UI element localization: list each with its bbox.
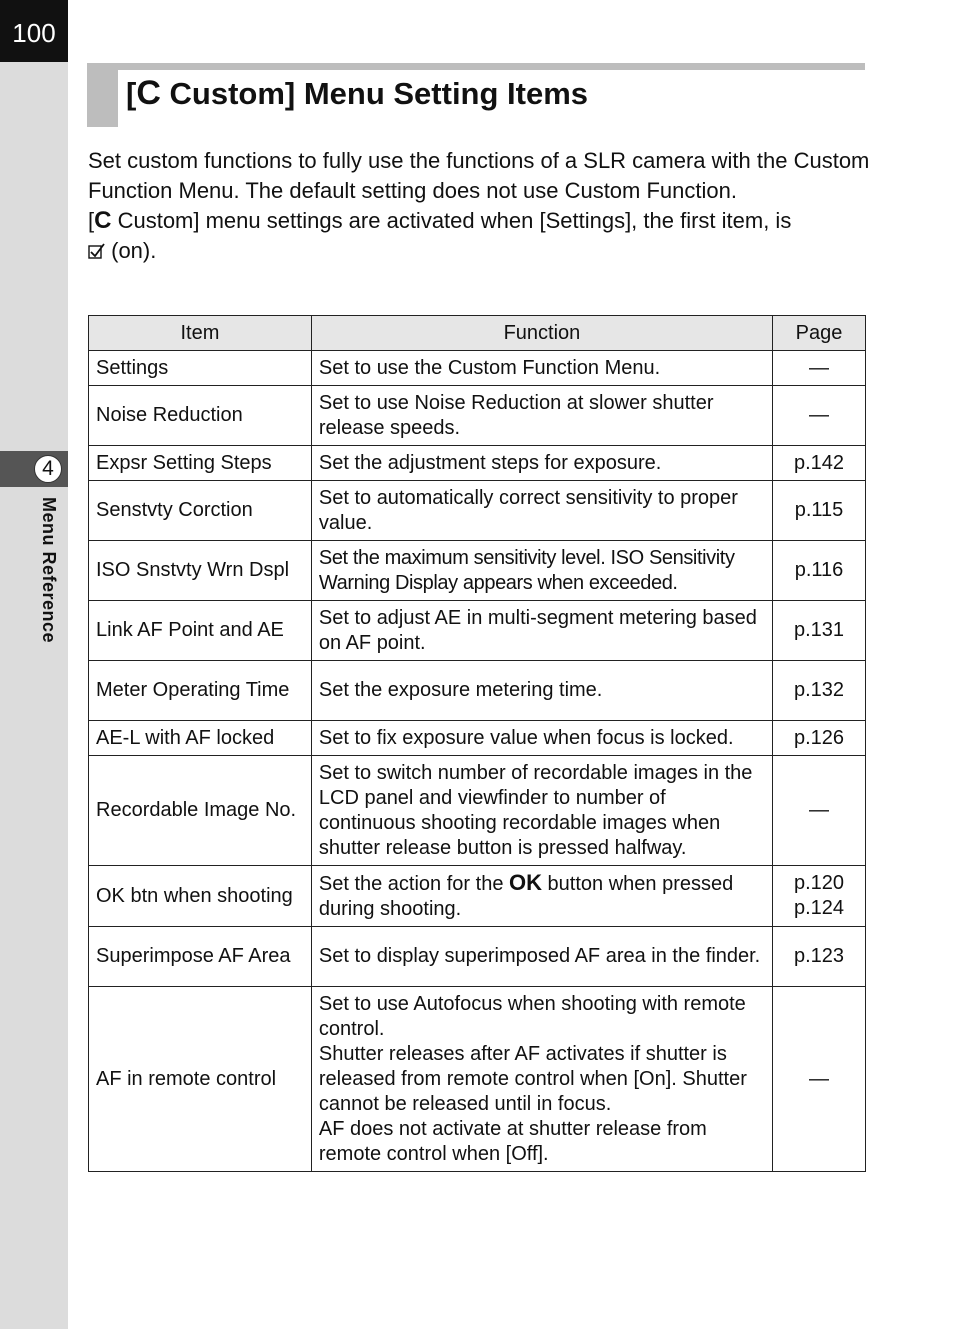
table-row	[89, 541, 866, 601]
page-title: [C Custom] Menu Setting Items	[126, 74, 589, 112]
title-marker	[87, 63, 118, 127]
table-row	[89, 351, 866, 386]
row-item: Senstvty Corction	[89, 481, 312, 541]
ok-button-icon: OK	[509, 870, 542, 895]
row-page: —	[772, 987, 865, 1172]
row-page: p.123	[772, 927, 865, 987]
chapter-label: Menu Reference	[39, 497, 59, 644]
row-page: p.131	[772, 601, 865, 661]
row-function: Set the action for the OK button when pressed during shooting.	[311, 866, 772, 927]
table-row	[89, 446, 866, 481]
row-item: OK btn when shooting	[89, 866, 312, 927]
custom-menu-icon: C	[136, 74, 161, 112]
table-row	[89, 601, 866, 661]
row-function: Set to display superimposed AF area in the finder.	[311, 927, 772, 987]
table-row	[89, 386, 866, 446]
header-page: Page	[772, 316, 865, 351]
row-function: Set to switch number of recordable images in the LCD panel and viewfinder to number of continuous shooting recordable images when shutter release button is pressed halfway.	[311, 756, 772, 866]
row-item: Expsr Setting Steps	[89, 446, 312, 481]
header-function: Function	[311, 316, 772, 351]
table-row	[89, 927, 866, 987]
row-page: —	[772, 351, 865, 386]
row-function: Set to automatically correct sensitivity to proper value.	[311, 481, 772, 541]
row-function: Set the maximum sensitivity level. ISO Sensitivity Warning Display appears when exceeded.	[311, 541, 772, 601]
row-item: Noise Reduction	[89, 386, 312, 446]
row-item: Settings	[89, 351, 312, 386]
row-item: AE-L with AF locked	[89, 721, 312, 756]
row-page: p.126	[772, 721, 865, 756]
row-item: Recordable Image No.	[89, 756, 312, 866]
row-function: Set to use the Custom Function Menu.	[311, 351, 772, 386]
custom-menu-table	[88, 315, 866, 1172]
row-item: Link AF Point and AE	[89, 601, 312, 661]
intro-text	[88, 146, 878, 266]
table-row	[89, 756, 866, 866]
row-page: p.116	[772, 541, 865, 601]
row-function: Set the exposure metering time.	[311, 661, 772, 721]
header-item: Item	[89, 316, 312, 351]
table-row	[89, 987, 866, 1172]
title-rule	[87, 63, 865, 70]
table-row	[89, 866, 866, 927]
table-row	[89, 721, 866, 756]
custom-menu-icon: C	[94, 207, 112, 234]
row-function: Set to use Noise Reduction at slower shutter release speeds.	[311, 386, 772, 446]
row-item: ISO Snstvty Wrn Dspl	[89, 541, 312, 601]
page-sidebar	[0, 0, 68, 1329]
row-page: —	[772, 756, 865, 866]
intro-paragraph-activation: [C Custom] menu settings are activated when [Settings], the first item, is (on).	[88, 207, 792, 263]
row-function: Set to adjust AE in multi-segment metering based on AF point.	[311, 601, 772, 661]
row-page: p.142	[772, 446, 865, 481]
row-function: Set the adjustment steps for exposure.	[311, 446, 772, 481]
table-row	[89, 661, 866, 721]
row-page: p.120 p.124	[772, 866, 865, 927]
page-number: 100	[0, 0, 68, 62]
row-page: p.115	[772, 481, 865, 541]
row-page: —	[772, 386, 865, 446]
checkbox-checked-icon	[88, 243, 105, 260]
row-function: Set to fix exposure value when focus is locked.	[311, 721, 772, 756]
row-item: AF in remote control	[89, 987, 312, 1172]
row-function: Set to use Autofocus when shooting with remote control. Shutter releases after AF activates if shutter is released from remote control when [On]. Shutter cannot be released until in focus. AF does not activate at shutter release from remote control when [Off].	[311, 987, 772, 1172]
row-item: Meter Operating Time	[89, 661, 312, 721]
intro-paragraph: Set custom functions to fully use the functions of a SLR camera with the Custom Function Menu. The default setting does not use Custom Function.	[88, 148, 870, 203]
table-row	[89, 481, 866, 541]
chapter-number: 4	[34, 455, 62, 483]
row-item: Superimpose AF Area	[89, 927, 312, 987]
table-header-row	[89, 316, 866, 351]
row-page: p.132	[772, 661, 865, 721]
